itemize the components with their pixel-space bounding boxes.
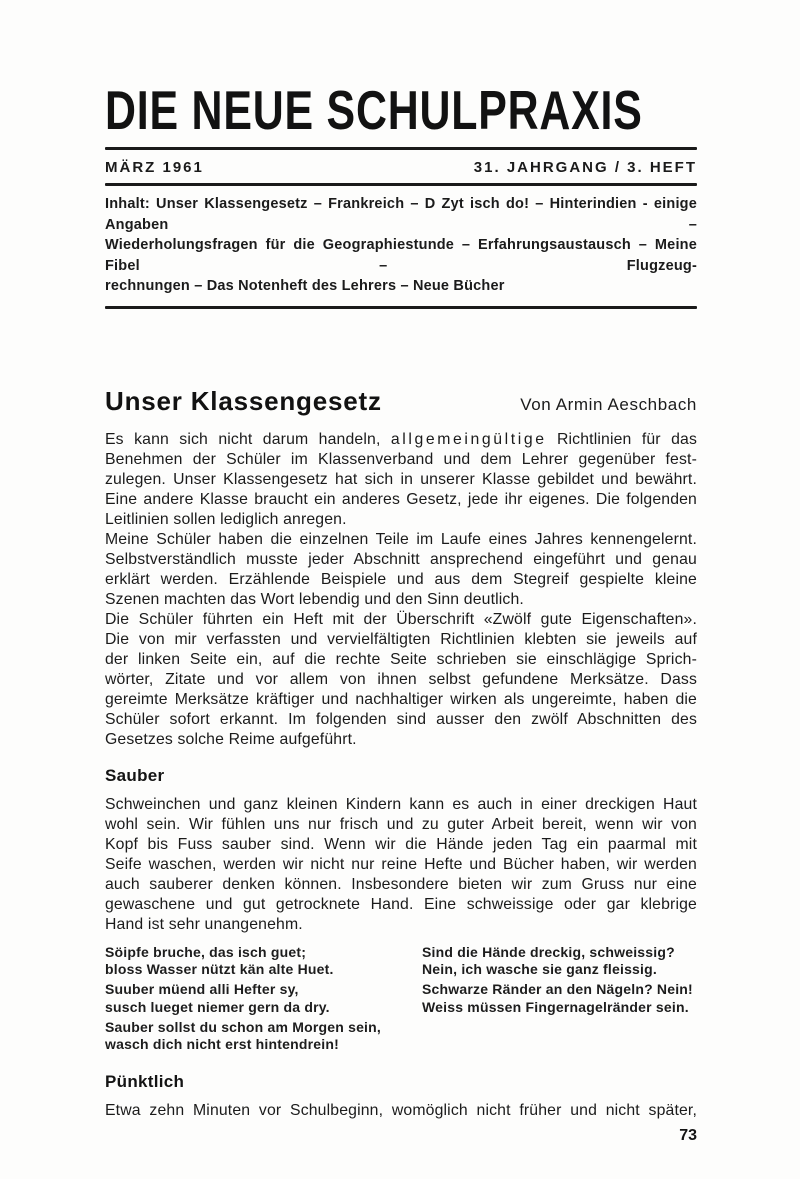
verse-line: Sauber sollst du schon am Morgen sein, <box>105 1018 381 1035</box>
verse-line: Sind die Hände dreckig, schweissig? <box>422 943 675 960</box>
text-line: Meine Schüler haben die einzelnen Teile im Laufe eines Jahres kennengelernt. <box>105 530 697 548</box>
verse-column <box>422 944 697 1057</box>
text-line: Die von mir verfassten und vervielfältigten Richtlinien klebten sie jeweils auf <box>105 630 697 648</box>
volume-heft: 31. JAHRGANG / 3. HEFT <box>473 159 697 176</box>
text-line: Etwa zehn Minuten vor Schulbeginn, womöglich nicht früher und nicht später, <box>105 1102 697 1120</box>
text-line: wörter, Zitate und vor allem von ihnen selbst gefundene Merksätze. Dass <box>105 670 697 688</box>
section-paragraph <box>105 1101 697 1121</box>
verse-couplet <box>422 981 697 1017</box>
verse-line: bloss Wasser nützt kän alte Huet. <box>105 961 334 978</box>
text-line: Die Schüler führten ein Heft mit der Überschrift «Zwölf gute Eigenschaften». <box>105 610 697 628</box>
verse-couplet <box>105 981 422 1017</box>
text-line: Gesetzes solche Reime aufgeführt. <box>105 730 357 748</box>
text-line: Kopf bis Fuss sauber sind. Wenn wir die Hände jeden Tag ein paarmal mit <box>105 835 697 853</box>
text-line: erklärt werden. Erzählende Beispiele und aus dem Stegreif gespielte kleine <box>105 570 697 588</box>
section-paragraph <box>105 795 697 935</box>
verse-couplet <box>422 944 697 980</box>
page-number: 73 <box>679 1127 697 1145</box>
article-title-row <box>105 386 697 417</box>
text-line: Eine andere Klasse braucht ein anderes Gesetz, jede ihr eigenes. Die folgenden <box>105 490 697 508</box>
text-line: zulegen. Unser Klassengesetz hat sich in unserer Klasse gebildet und bewährt. <box>105 470 697 488</box>
page-content <box>105 0 697 1145</box>
verse-column <box>105 944 422 1057</box>
text-line: wohl sein. Wir fühlen uns nur frisch und zu guter Arbeit bereit, wenn wir von <box>105 815 697 833</box>
issue-date: MÄRZ 1961 <box>105 159 204 176</box>
verse-block <box>105 944 697 1057</box>
emphasized-word: allgemeingültige <box>390 430 547 448</box>
text-line: der linken Seite ein, auf die rechte Seite schrieben sie einschlägige Sprich- <box>105 650 697 668</box>
verse-couplet <box>105 944 422 980</box>
article-byline: Von Armin Aeschbach <box>520 394 697 414</box>
toc-line: Wiederholungsfragen für die Geographiestunde – Erfahrungsaustausch – Meine Fibel – Flugzeug- <box>105 237 697 274</box>
article-intro <box>105 430 697 750</box>
verse-line: wasch dich nicht erst hintendrein! <box>105 1036 339 1053</box>
masthead-title: DIE NEUE SCHULPRAXIS <box>105 79 643 141</box>
text-line: Selbstverständlich musste jeder Abschnitt ansprechend eingeführt und genau <box>105 550 697 568</box>
text-line: auch sauberer denken können. Insbesondere bieten wir zum Gruss nur eine <box>105 875 697 893</box>
text-line: Schüler sofort erkannt. Im folgenden sind ausser den zwölf Abschnitten des <box>105 710 697 728</box>
text-line: Benehmen der Schüler im Klassenverband und dem Lehrer gegenüber fest- <box>105 450 697 468</box>
verse-line: Nein, ich wasche sie ganz fleissig. <box>422 961 657 978</box>
article-title: Unser Klassengesetz <box>105 385 382 416</box>
verse-line: Suuber müend alli Hefter sy, <box>105 981 299 998</box>
verse-line: susch lueget niemer gern da dry. <box>105 998 330 1015</box>
text-line: Es kann sich nicht darum handeln, allgemeingültige Richtlinien für das <box>105 430 697 448</box>
text-line: gereimte Merksätze kräftiger und nachhaltiger wirken als ungereimte, haben die <box>105 690 697 708</box>
table-of-contents <box>105 186 697 306</box>
verse-line: Weiss müssen Fingernagelränder sein. <box>422 998 689 1015</box>
issue-row <box>105 150 697 183</box>
article-sections <box>105 766 697 1122</box>
text-line: Hand ist sehr unangenehm. <box>105 915 303 933</box>
text-line: Leitlinien sollen lediglich anregen. <box>105 510 347 528</box>
section-heading: Sauber <box>105 765 165 785</box>
toc-label: Inhalt: <box>105 196 150 212</box>
verse-couplet <box>105 1019 422 1055</box>
toc-line: rechnungen – Das Notenheft des Lehrers – Neue Bücher <box>105 278 505 294</box>
text-line: Szenen machten das Wort lebendig und den Sinn deutlich. <box>105 590 524 608</box>
text-line: Seife waschen, werden wir nicht nur reine Hefte und Bücher haben, wir werden <box>105 855 697 873</box>
verse-line: Schwarze Ränder an den Nägeln? Nein! <box>422 981 693 998</box>
text-line: Schweinchen und ganz kleinen Kindern kann es auch in einer dreckigen Haut <box>105 795 697 813</box>
verse-line: Söipfe bruche, das isch guet; <box>105 943 307 960</box>
text-line: gewaschene und gut getrocknete Hand. Eine schweissige oder gar klebrige <box>105 895 697 913</box>
horizontal-rule <box>105 306 697 309</box>
section-heading: Pünktlich <box>105 1072 185 1092</box>
toc-line: Inhalt: Unser Klassengesetz – Frankreich – D Zyt isch do! – Hinterindien - einige Angaben – <box>105 196 697 233</box>
